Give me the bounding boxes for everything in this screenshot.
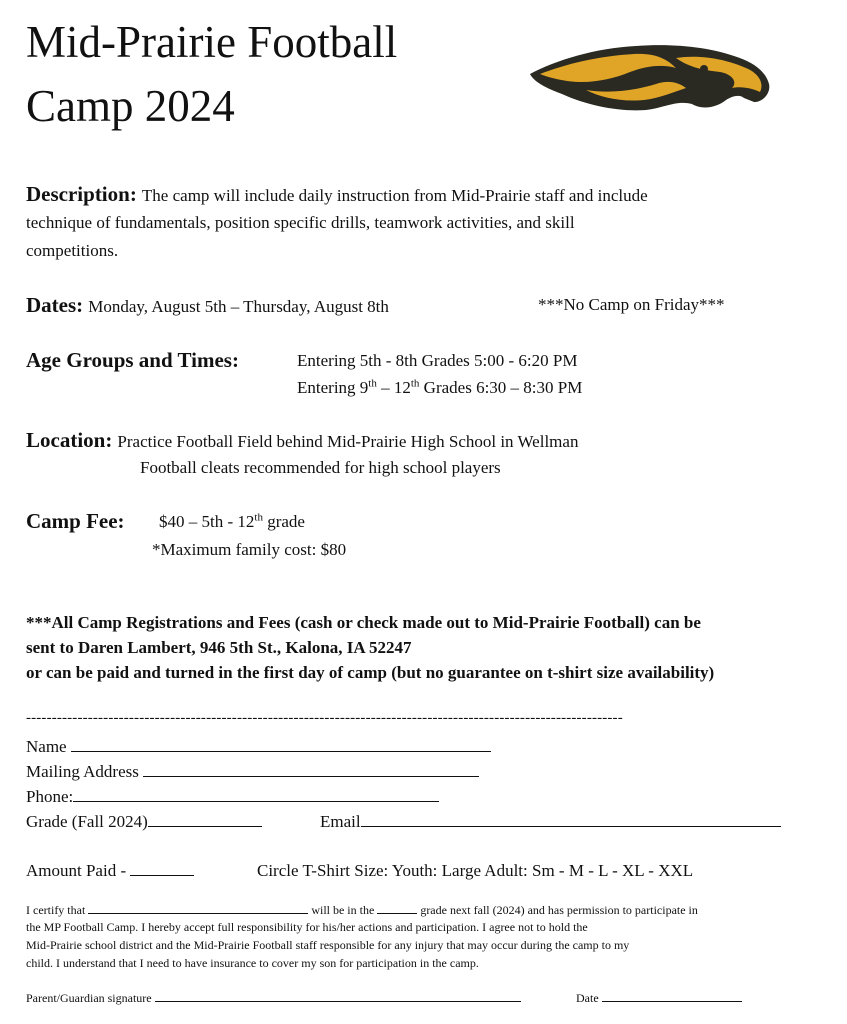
parent-signature-field[interactable] [155,991,521,1002]
age-group-row-1: Entering 5th - 8th Grades 5:00 - 6:20 PM [297,351,578,370]
name-label: Name [26,737,67,756]
grade-next-fall-field[interactable] [377,903,417,914]
location-label: Location: [26,428,113,452]
camp-fee-line1: $40 – 5th - 12th grade [159,511,305,531]
eagle-logo-icon [526,38,772,116]
certify-text-b: will be in the [311,903,375,917]
camp-fee-label: Camp Fee: [26,509,125,533]
tshirt-size-label: Circle T-Shirt Size: Youth: Large Adult: Sm - M - L - XL - XXL [257,861,694,880]
page-title-line2: Camp 2024 [26,81,235,131]
description-label: Description: [26,182,137,206]
divider: -------------------------------------------------------------------------------------------------------------------- [26,710,623,726]
camp-fee-line2: *Maximum family cost: $80 [152,540,347,559]
name-field[interactable] [71,737,491,752]
phone-label: Phone: [26,787,74,806]
mailing-address-field[interactable] [143,762,479,777]
email-label: Email [320,812,361,831]
location-line2: Football cleats recommended for high school players [140,458,501,477]
description-line1: The camp will include daily instruction from Mid-Prairie staff and include [141,186,648,205]
age-groups-label: Age Groups and Times: [26,348,239,372]
registration-line2: sent to Daren Lambert, 946 5th St., Kalona, IA 52247 [26,638,412,657]
phone-field[interactable] [73,787,439,802]
mailing-address-label: Mailing Address [26,762,139,781]
certify-line2: the MP Football Camp. I hereby accept full responsibility for his/her actions and participation. I agree not to hold the [26,920,588,934]
date-label: Date [576,991,599,1005]
grade-label: Grade (Fall 2024) [26,812,148,831]
date-field[interactable] [602,991,742,1002]
location-line1: Practice Football Field behind Mid-Prairie High School in Wellman [117,432,579,451]
email-field[interactable] [361,812,781,827]
certify-text-c: grade next fall (2024) and has permission to participate in [420,903,698,917]
parent-signature-label: Parent/Guardian signature [26,991,152,1005]
page-title-line1: Mid-Prairie Football [26,17,398,67]
grade-field[interactable] [148,812,262,827]
dates-text: Monday, August 5th – Thursday, August 8th [88,297,389,316]
registration-line3: or can be paid and turned in the first day of camp (but no guarantee on t-shirt size availability) [26,663,715,682]
description-line3: competitions. [26,241,119,260]
description-line2: technique of fundamentals, position specific drills, teamwork activities, and skill [26,213,575,232]
certify-line4: child. I understand that I need to have insurance to cover my son for participation in the camp. [26,956,479,970]
dates-note: ***No Camp on Friday*** [538,295,725,314]
certify-line3: Mid-Prairie school district and the Mid-Prairie Football staff responsible for any injury that may occur during the camp to my [26,938,630,952]
registration-line1: ***All Camp Registrations and Fees (cash or check made out to Mid-Prairie Football) can be [26,613,701,632]
dates-label: Dates: [26,293,84,317]
amount-paid-field[interactable] [130,861,194,876]
amount-paid-label: Amount Paid - [26,861,127,880]
child-name-field[interactable] [88,903,308,914]
certify-text-a: I certify that [26,903,86,917]
age-group-row-2: Entering 9th – 12th Grades 6:30 – 8:30 PM [297,377,583,397]
